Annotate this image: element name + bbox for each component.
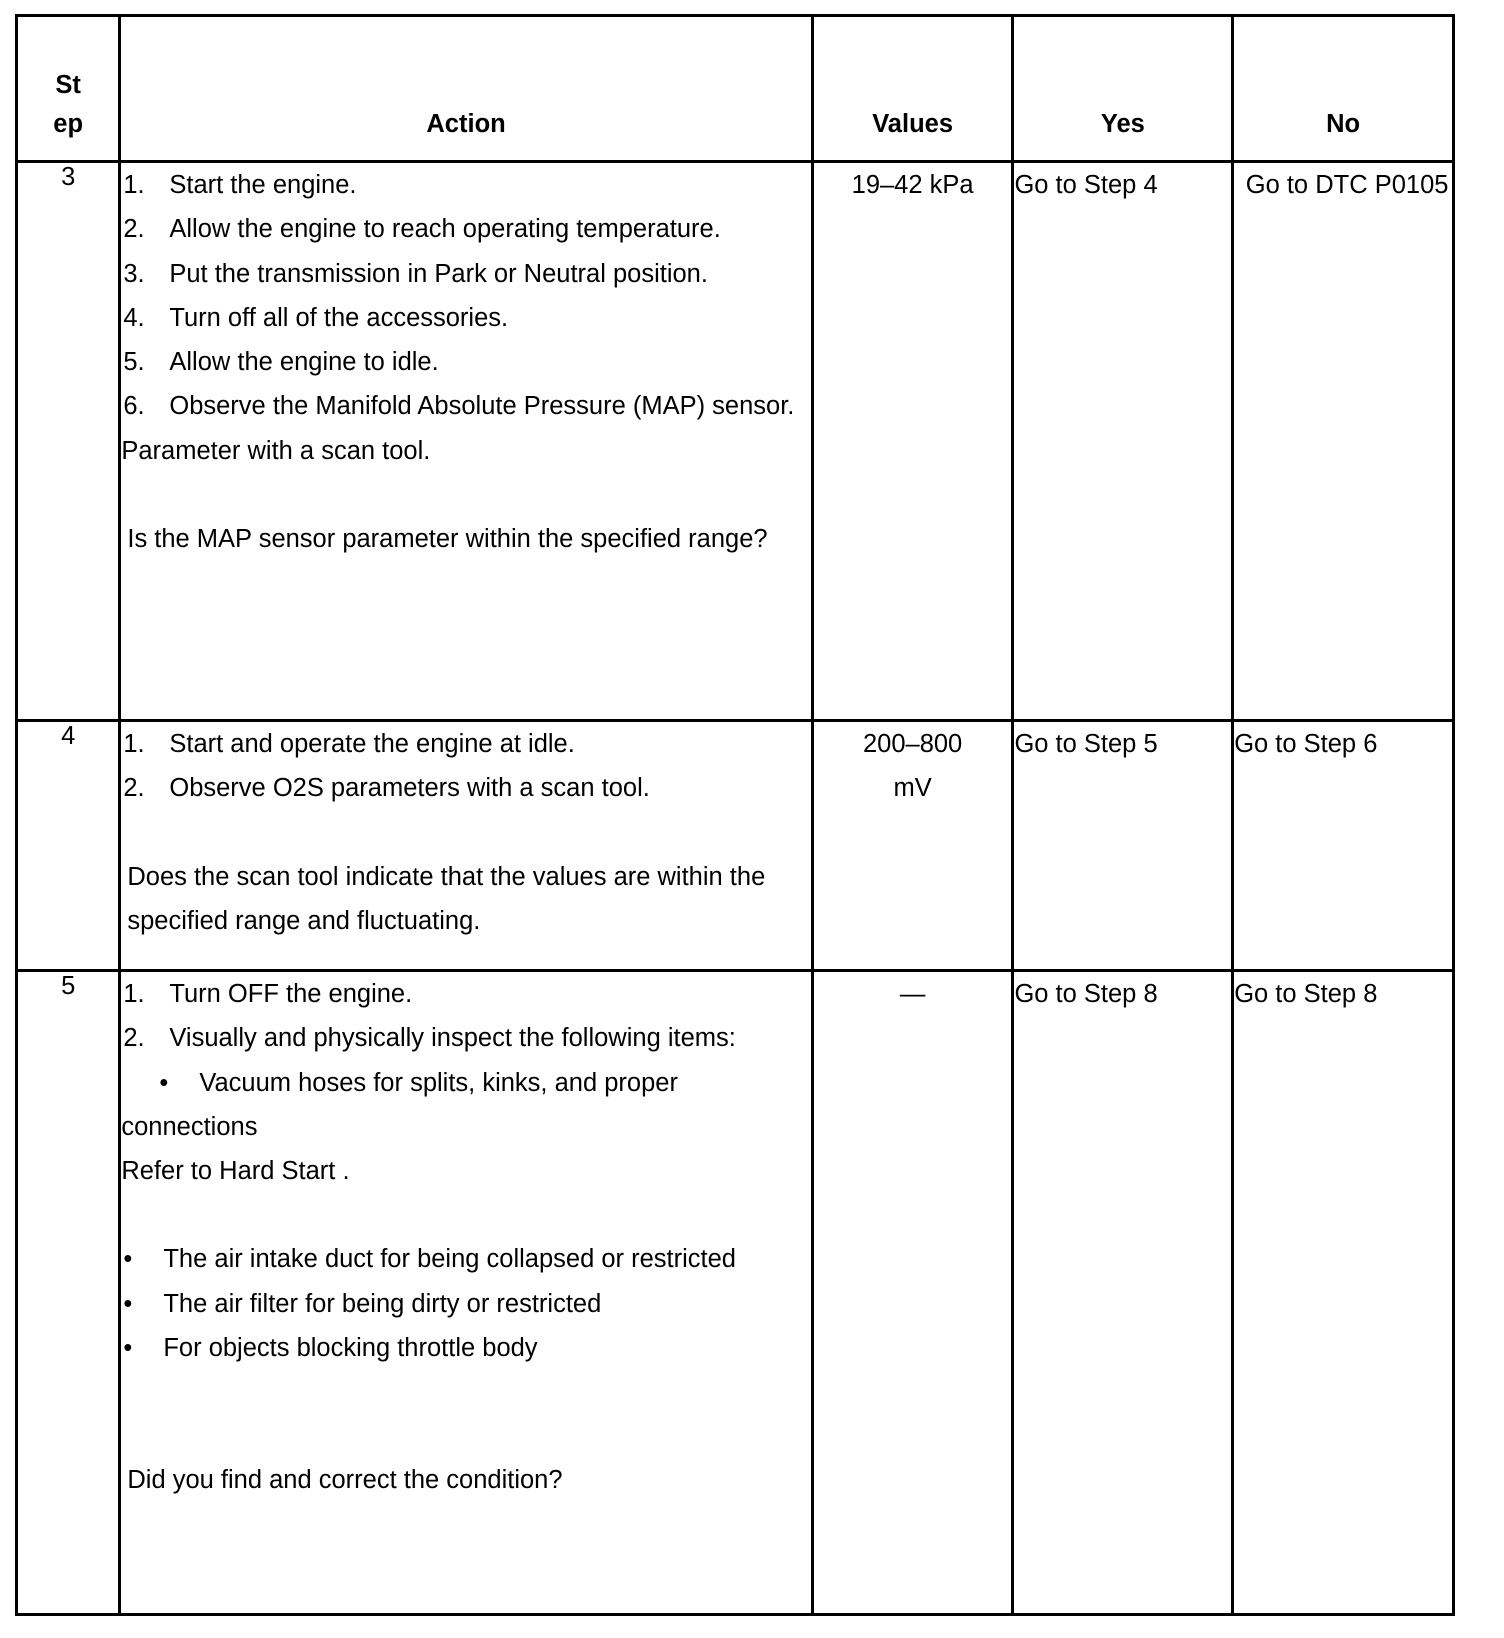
list-item: 2. Visually and physically inspect the following items:	[123, 1024, 736, 1053]
question-text: Does the scan tool indicate that the values are within the specified range and fluctuating.	[127, 862, 766, 935]
header-yes: Yes	[1013, 16, 1233, 162]
yes-result: Go to Step 5	[1013, 721, 1233, 971]
list-item: 6. Observe the Manifold Absolute Pressure (MAP) sensor. Parameter with a scan tool.	[121, 392, 795, 465]
list-item: 3. Put the transmission in Park or Neutral position.	[123, 259, 708, 288]
step-number: 4	[17, 721, 120, 971]
no-result: Go to DTC P0105	[1233, 162, 1454, 721]
bullet-icon: •	[123, 1289, 133, 1318]
list-item: 4. Turn off all of the accessories.	[123, 303, 509, 332]
step-number: 5	[17, 971, 120, 1615]
yes-result: Go to Step 4	[1013, 162, 1233, 721]
list-item: • For objects blocking throttle body	[121, 1326, 810, 1370]
step-number: 3	[17, 162, 120, 721]
bullet-icon: •	[123, 1334, 133, 1363]
values-cell: —	[812, 971, 1013, 1615]
action-cell	[120, 162, 812, 721]
list-item: 2. Observe O2S parameters with a scan tool.	[123, 774, 650, 803]
bullet-icon: •	[159, 1068, 169, 1097]
values-cell: 19–42 kPa	[812, 162, 1013, 721]
question-text: Is the MAP sensor parameter within the specified range?	[127, 525, 768, 554]
yes-result: Go to Step 8	[1013, 971, 1233, 1615]
header-step: St ep	[17, 16, 120, 162]
no-result: Go to Step 6	[1233, 721, 1454, 971]
header-values: Values	[812, 16, 1013, 162]
action-cell	[120, 971, 812, 1615]
refer-text: Refer to Hard Start .	[121, 1157, 350, 1186]
table-row	[17, 971, 1454, 1615]
no-result: Go to Step 8	[1233, 971, 1454, 1615]
action-cell	[120, 721, 812, 971]
list-item: 1. Turn OFF the engine.	[123, 980, 413, 1008]
values-cell: 200–800 mV	[812, 721, 1013, 971]
list-item: 2. Allow the engine to reach operating temperature.	[123, 215, 721, 244]
header-action: Action	[120, 16, 812, 162]
header-row	[17, 16, 1454, 162]
diagnostic-table	[15, 14, 1455, 1616]
table-row	[17, 162, 1454, 721]
list-item: 1. Start the engine.	[123, 171, 357, 199]
list-item: • The air filter for being dirty or restricted	[121, 1282, 810, 1326]
list-item: • The air intake duct for being collapsed or restricted	[121, 1237, 810, 1281]
list-item: 5. Allow the engine to idle.	[123, 348, 439, 377]
bullet-icon: •	[123, 1245, 133, 1274]
list-item: 1. Start and operate the engine at idle.	[123, 730, 575, 758]
header-no: No	[1233, 16, 1454, 162]
question-text: Did you find and correct the condition?	[127, 1466, 563, 1495]
list-item: • Vacuum hoses for splits, kinks, and proper connections	[121, 1061, 810, 1150]
table-row	[17, 721, 1454, 971]
